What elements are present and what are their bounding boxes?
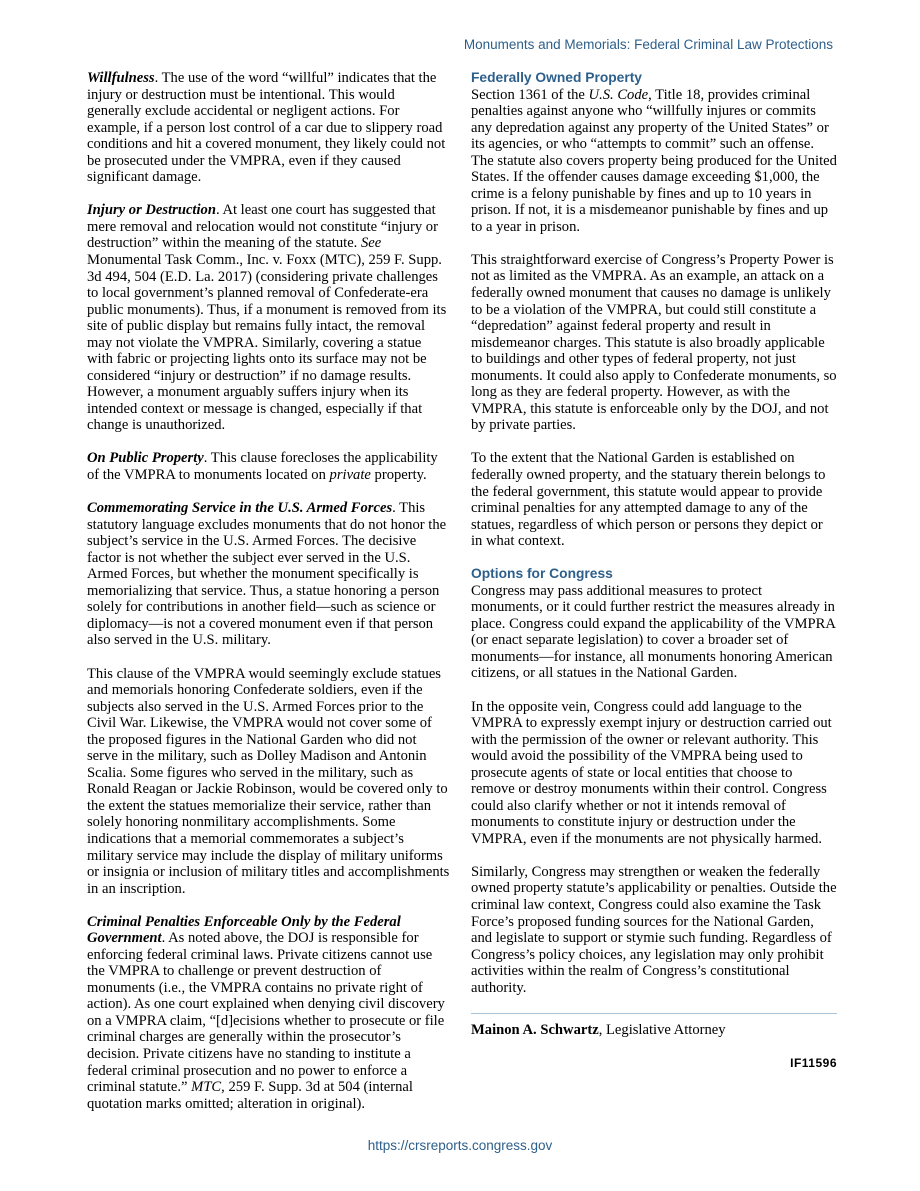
- commemorating-text: . This statutory language excludes monuments that do not honor the subject’s service in the U.S. Armed Forces. The decisive factor is not whether the subject ever served in the U.S. Armed Forces, but whether the monument specifically is memorializing that service. Thus, a statue honoring a person solely for contributions in another field—such as science or diplomacy—is not a covered monument even if that person also served in the U.S. military.: [87, 500, 447, 649]
- section-1361-text-1: Section 1361 of the: [471, 86, 589, 103]
- heading-federally-owned-property: Federally Owned Property: [471, 70, 642, 85]
- document-id: IF11596: [790, 1055, 837, 1070]
- injury-text-1: . At least one court has suggested that mere removal and relocation would not constitute “injury or destruction” within the meaning of the statute.: [87, 202, 438, 252]
- term-injury: Injury or Destruction: [87, 202, 216, 219]
- paragraph-options-1: Congress may pass additional measures to protect monuments, or it could further restrict the measures already in place. Congress could expand the applicability of the VMPRA (or enact separate legislation) to cover a broader set of monuments—for instance, all monuments honoring American citizens, or all statues in the National Garden.: [471, 582, 836, 682]
- paragraph-penalties: [87, 914, 450, 1113]
- paragraph-section-1361: [471, 87, 837, 236]
- willfulness-text: . The use of the word “willful” indicates that the injury or destruction must be intentional. This would generally exclude accidental or negligent actions. For example, if a person lost control of a car due to slippery road conditions and hit a covered monument, they likely could not be prosecuted under the VMPRA, even if they caused significant damage.: [87, 70, 446, 186]
- right-column: [471, 70, 837, 1071]
- running-header: Monuments and Memorials: Federal Criminal Law Protections: [463, 37, 833, 52]
- author-line: [471, 1022, 837, 1039]
- paragraph-willfulness: [87, 70, 450, 186]
- paragraph-public-property: [87, 450, 450, 483]
- paragraph-property-power: This straightforward exercise of Congress’s Property Power is not as limited as the VMPRA. As an example, an attack on a federally owned monument that causes no damage is unlikely to be a violation of the VMPRA, but could still constitute a “depredation” against federal property and result in misdemeanor charges. This statute is also broadly applicable to buildings and other types of federal property, not just monuments. It could also apply to Confederate monuments, so long as they are federal property. However, as with the VMPRA, this statute is enforceable only by the DOJ, and not by private parties.: [471, 251, 837, 434]
- paragraph-injury: [87, 202, 450, 434]
- penalties-cite: MTC: [191, 1079, 222, 1096]
- footer-link[interactable]: https://crsreports.congress.gov: [367, 1138, 553, 1153]
- paragraph-commemorating: [87, 500, 450, 649]
- author-title: , Legislative Attorney: [598, 1021, 726, 1038]
- paragraph-clause-exclude: This clause of the VMPRA would seemingly exclude statues and memorials honoring Confederate soldiers, even if the subjects also served in the U.S. Armed Forces prior to the Civil War. Likewise, the VMPRA would not cover some of the proposed figures in the National Garden who did not serve in the military, such as Dolley Madison and Antonin Scalia. Some figures who served in the military, such as Ronald Reagan or Jackie Robinson, would be covered only to the extent the statues memorialize their service, rather than solely honoring nonmilitary accomplishments. Some indications that a memorial commemorates a subject’s military service may include the display of military uniforms or insignia or inclusion of military titles and accomplishments in an inscription.: [87, 665, 450, 897]
- paragraph-options-3: Similarly, Congress may strengthen or weaken the federally owned property statute’s applicability or penalties. Outside the criminal law context, Congress could also examine the Task Force’s proposed funding sources for the National Garden, and legislate to support or stymie such funding. Regardless of Congress’s policy choices, any legislation may only prohibit activities within the realm of Congress’s constitutional authority.: [471, 863, 837, 996]
- injury-text-2: Monumental Task Comm., Inc. v. Foxx (MTC), 259 F. Supp. 3d 494, 504 (E.D. La. 2017) (considering private challenges to local government’s planned removal of Confederate-era public monuments). Thus, if a monument is removed from its site of public display but remains fully intact, the removal may not violate the VMPRA. Similarly, covering a statue with fabric or projecting lights onto its surface may not be considered “injury or destruction” if no damage results. However, a monument arguably suffers injury when its intended context or message is changed, especially if that change is unauthorized.: [87, 251, 447, 434]
- paragraph-options-2: In the opposite vein, Congress could add language to the VMPRA to expressly exempt injury or destruction carried out with the permission of the owner or relevant authority. This would avoid the possibility of the VMPRA being used to prosecute agents of state or local entities that choose to remove or destroy monuments within their control. Congress could also clarify whether or not it intends removal of monuments to constitute injury or destruction under the VMPRA, even if the monuments are not physically harmed.: [471, 698, 832, 847]
- public-property-text-1: . This clause forecloses the applicability of the VMPRA to monuments located on: [87, 450, 438, 484]
- heading-options-for-congress: Options for Congress: [471, 566, 613, 582]
- author-name: Mainon A. Schwartz: [471, 1021, 599, 1038]
- term-commemorating: Commemorating Service in the U.S. Armed Forces: [87, 500, 393, 517]
- section-1361-code: U.S. Code: [588, 86, 649, 103]
- term-public-property: On Public Property: [87, 450, 204, 467]
- penalties-text-2: , 259 F. Supp. 3d at 504 (internal quotation marks omitted; alteration in original).: [87, 1079, 413, 1112]
- section-1361-text-2: , Title 18, provides criminal penalties against anyone who “willfully injures or commits any depredation against any property of the United States” or its agencies, or who “attempts to commit” such an offense. The statute also covers property being produced for the United States. If the offender causes damage exceeding $1,000, the crime is a felony punishable by fines and up to 10 years in prison. If not, it is a misdemeanor punishable by fines and up to a year in prison.: [471, 86, 837, 235]
- paragraph-national-garden: To the extent that the National Garden is established on federally owned property, and the statuary therein belongs to the federal government, this statute would appear to provide criminal penalties for any attempted damage to any of the statues, regardless of which person or persons they depict or in what context.: [471, 450, 826, 550]
- public-property-emph: private: [329, 467, 371, 484]
- injury-see: See: [360, 235, 382, 252]
- left-column: [87, 70, 450, 1129]
- author-divider: [471, 1013, 837, 1014]
- public-property-text-2: property.: [370, 467, 427, 484]
- penalties-text-1: . As noted above, the DOJ is responsible for enforcing federal criminal laws. Private citizens cannot use the VMPRA to challenge or prevent destruction of monuments (i.e., the VMPRA contains no private right of action). As one court explained when denying civil discovery on a VMPRA claim, “[d]ecisions whether to prosecute or file criminal charges are generally within the prosecutor’s decision. Private citizens have no standing to institute a federal criminal prosecution and no power to enforce a criminal statute.”: [87, 930, 445, 1096]
- term-willfulness: Willfulness: [87, 70, 155, 86]
- term-penalties: Criminal Penalties Enforceable Only by the Federal Government: [87, 913, 401, 947]
